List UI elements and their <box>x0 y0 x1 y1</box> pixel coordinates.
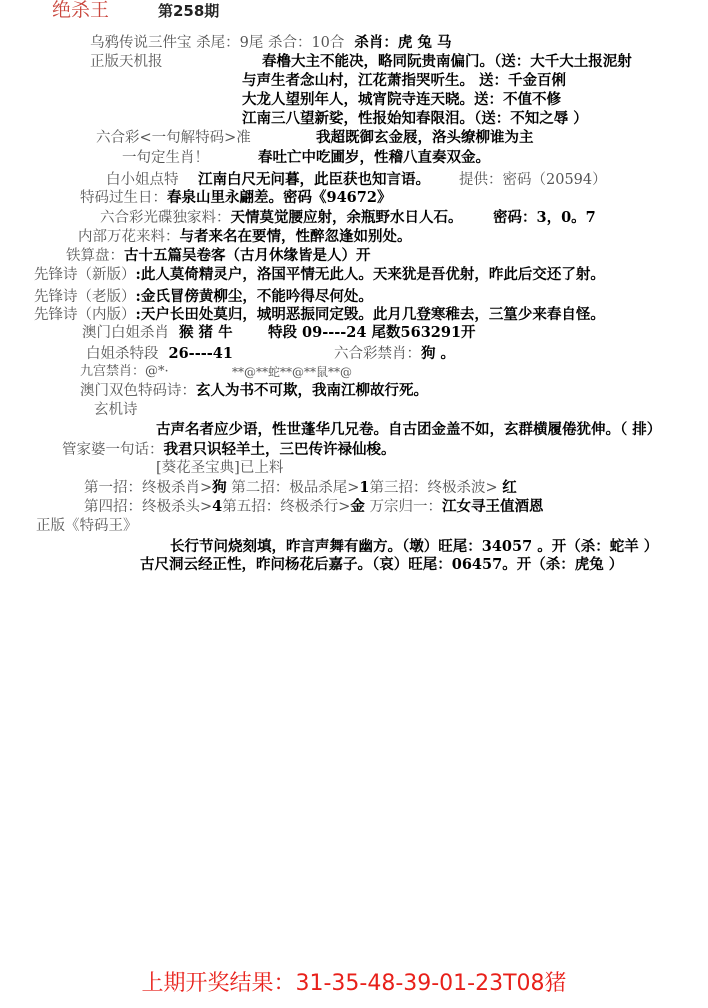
banned-zodiac-label: 六合彩禁肖： <box>334 346 421 362</box>
issue-number: 第258期 <box>158 2 220 20</box>
moves-row-1 <box>84 478 517 498</box>
move-5-label: 第五招：终极杀行> <box>222 499 351 515</box>
housekeeper-label: 管家婆一句话： <box>62 442 164 458</box>
disc-code: 密码：3，0。7 <box>493 209 596 226</box>
zodiac-sentence-label: 一句定生肖！ <box>122 150 209 166</box>
special-king-line-1 <box>170 537 658 557</box>
vanguard-poem-old <box>34 287 373 307</box>
move-3-value: 红 <box>502 479 517 496</box>
vanguard-inner-value: :天户长田处莫归，城明恶振同定毁。此月几登寒稚去，三篁少来春自怪。 <box>135 306 605 323</box>
nine-palace-list: **@**蛇**@**鼠**@ <box>232 365 353 379</box>
crow-label: 乌鸦传说三件宝 杀尾：9尾 杀合：10合 <box>90 35 345 51</box>
move-5-value: 金 <box>350 498 365 515</box>
special-king-line-2 <box>140 555 623 575</box>
white-lady-point <box>106 170 179 190</box>
tianji-line-1 <box>90 52 163 72</box>
tianji-poem-1 <box>262 52 632 72</box>
zodiac-sentence <box>122 148 209 168</box>
iron-abacus-label: 铁算盘： <box>66 248 124 264</box>
tianji-label: 正版天机报 <box>90 54 163 70</box>
disc-code-block <box>493 208 596 228</box>
white-lady-segment <box>86 344 233 364</box>
tianji-text-4: 江南三八望新娑，性报始知春限泪。（送：不知之辱 ） <box>242 110 588 127</box>
crow-three-treasures <box>90 33 452 53</box>
special-king-label: 正版《特码王》 <box>36 518 138 534</box>
vanguard-new-label: 先锋诗（新版） <box>34 267 136 283</box>
double-color-value: 玄人为书不可欺，我南江柳故行死。 <box>196 382 428 399</box>
header <box>52 0 109 22</box>
iron-abacus-value: 古十五篇吴卷客（古月休缘皆是人）开 <box>124 247 371 264</box>
move-1-label: 第一招：终极杀肖> <box>84 480 213 496</box>
macau-white-lady <box>82 323 233 343</box>
vanguard-poem-new <box>34 265 605 285</box>
double-color-label: 澳门双色特码诗： <box>80 383 196 399</box>
white-lady-label: 白小姐点特 <box>106 172 179 188</box>
mystic-poem-heading <box>94 400 138 420</box>
housekeeper-line <box>62 440 396 460</box>
macau-segment: 特段 09----24 尾数563291开 <box>268 324 476 341</box>
nine-palace-list-block <box>232 362 352 382</box>
special-birthday-label: 特码过生日： <box>80 190 167 206</box>
one-sentence-label: 六合彩<一句解特码>准 <box>96 130 251 146</box>
vanguard-poem-inner <box>34 305 605 325</box>
special-birthday-value: 春泉山里永翩差。密码《94672》 <box>167 189 392 206</box>
iron-abacus <box>66 246 371 266</box>
move-1-value: 狗 <box>212 479 227 496</box>
white-lady-provider-block <box>459 170 607 190</box>
white-lady-value: 江南白尺无问暮，此臣获也知言语。 <box>198 171 430 188</box>
tianji-poem-3 <box>242 90 561 110</box>
tianji-poem-4 <box>242 109 588 129</box>
special-birthday <box>80 188 391 208</box>
macau-double-color <box>80 381 428 401</box>
special-king-heading <box>36 516 138 536</box>
inner-flower-value: 与者来名在要情，性醉忽逢如别处。 <box>179 228 412 245</box>
macau-segment-block <box>268 323 476 343</box>
inner-flower-label: 内部万花来料： <box>78 229 180 245</box>
zodiac-sentence-value: 春吐亡中吃圃岁，性稽八直奏双金。 <box>258 149 490 166</box>
vanguard-old-value: :金氏冒傍黄柳尘，不能吟得尽何处。 <box>135 288 373 305</box>
nine-palace <box>80 362 169 382</box>
one-sentence-code <box>96 128 251 148</box>
nine-palace-label: 九宫禁肖： <box>80 364 146 379</box>
crow-value: 杀肖：虎 兔 马 <box>354 34 452 51</box>
tianji-text-1: 春橹大主不能决，略同阮贵南偏门。（送：大千大土报泥射 <box>262 53 632 70</box>
sunflower-heading <box>156 458 283 478</box>
inner-flower <box>78 227 412 247</box>
special-king-text-1: 长行节问烧刻填，昨言声舞有幽方。（墩）旺尾：34057 。开（杀：蛇羊 ） <box>170 538 659 555</box>
disc-exclusive <box>100 208 463 228</box>
white-lady-segment-value: 26----41 <box>168 345 233 362</box>
macau-white-lady-value: 猴 猪 牛 <box>179 324 233 341</box>
banned-zodiac-block <box>334 344 455 364</box>
white-lady-value-block <box>198 170 430 190</box>
mystic-poem <box>156 420 661 440</box>
move-4-value: 4 <box>212 498 223 515</box>
housekeeper-value: 我君只识轻羊土，三巴传许禄仙梭。 <box>163 441 396 458</box>
move-3-label: 第三招：终极杀波> <box>369 480 498 496</box>
sunflower-label: [葵花圣宝典]已上料 <box>156 460 284 476</box>
banned-zodiac-value: 狗 。 <box>421 345 456 362</box>
last-draw-result <box>0 966 708 997</box>
move-2-value: 1 <box>359 479 370 496</box>
move-2-label: 第二招：极品杀尾> <box>231 480 360 496</box>
final-move-label: 万宗归一： <box>369 499 443 515</box>
zodiac-sentence-value-block <box>258 148 490 168</box>
vanguard-old-label: 先锋诗（老版） <box>34 289 136 305</box>
macau-white-lady-label: 澳门白姐杀肖 <box>82 325 169 341</box>
one-sentence-value-block <box>316 128 534 148</box>
special-king-text-2: 古尺洞云经正性，昨问杨花后嘉子。（哀）旺尾：06457。开（杀：虎兔 ） <box>140 556 624 573</box>
tianji-poem-2 <box>242 71 566 91</box>
white-lady-provider: 提供：密码（20594） <box>459 172 607 188</box>
tianji-text-2: 与声生者念山村，江花萧指哭听生。 送：千金百俐 <box>242 72 567 89</box>
white-lady-segment-label: 白姐杀特段 <box>86 346 159 362</box>
disc-exclusive-label: 六合彩光碟独家料： <box>100 210 231 226</box>
mystic-poem-label: 玄机诗 <box>94 402 138 418</box>
one-sentence-value: 我超既御玄金屐，洛头缭柳谁为主 <box>316 129 534 146</box>
disc-exclusive-value: 天情莫觉腰应射，余瓶野水日人石。 <box>230 209 463 226</box>
move-4-label: 第四招：终极杀头> <box>84 499 213 515</box>
issue-block <box>158 1 219 22</box>
vanguard-new-value: :此人莫倚精灵户，洛国平情无此人。天来犹是吾优射，昨此后交还了射。 <box>135 266 605 283</box>
vanguard-inner-label: 先锋诗（内版） <box>34 307 136 323</box>
final-move-value: 江女寻王值酒恩 <box>442 498 544 515</box>
page-title: 绝杀王 <box>52 0 110 21</box>
nine-palace-value: @*· <box>145 364 169 379</box>
last-draw-result-text: 上期开奖结果：31-35-48-39-01-23T08猪 <box>141 971 567 996</box>
mystic-poem-value: 古声名者应少语，性世蓬华几兄卷。自古团金盖不如，玄群横履倦犹伸。（ 排） <box>156 421 662 438</box>
tianji-text-3: 大龙人望别年人，城宵院寺连天晓。送：不值不修 <box>242 91 561 108</box>
moves-row-2 <box>84 497 544 517</box>
